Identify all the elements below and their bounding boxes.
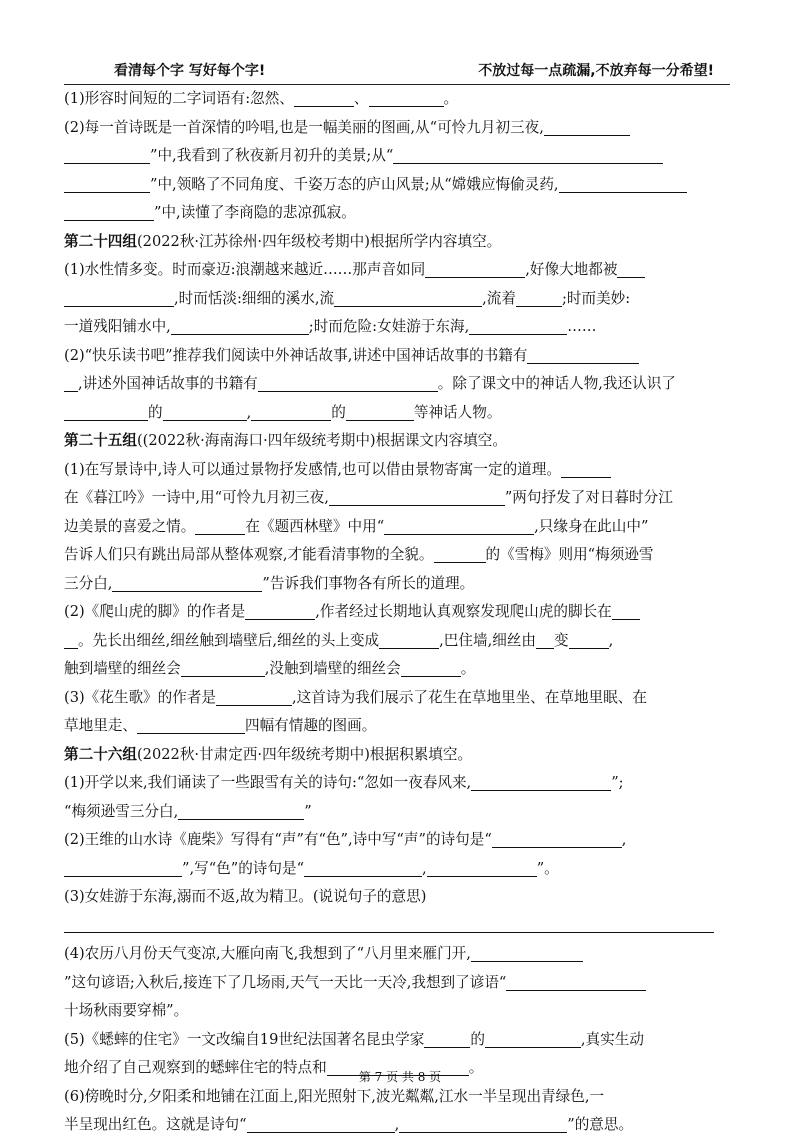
question-text: ”;	[611, 774, 624, 791]
question-text: ”中,读懂了李商隐的悲凉孤寂。	[154, 204, 356, 221]
worksheet-line	[64, 940, 730, 969]
answer-blank[interactable]	[434, 545, 486, 563]
answer-blank[interactable]	[334, 289, 482, 307]
worksheet-line	[64, 256, 730, 285]
answer-blank[interactable]	[369, 89, 444, 107]
worksheet-line	[64, 826, 730, 855]
worksheet-line	[64, 228, 730, 257]
page-header	[64, 58, 730, 85]
question-text: “梅须逊雪三分白,	[64, 802, 179, 820]
answer-blank[interactable]	[64, 859, 182, 877]
question-text: ”,写“色”的诗句是“	[182, 859, 305, 877]
answer-blank[interactable]	[471, 944, 583, 962]
answer-blank[interactable]	[346, 403, 414, 421]
worksheet-line	[64, 855, 730, 884]
answer-blank[interactable]	[559, 175, 687, 193]
answer-blank[interactable]	[251, 403, 331, 421]
question-text: 。除了课文中的神话人物,我还认识了	[437, 375, 676, 392]
question-text: (1)在写景诗中,诗人可以通过景物抒发感情,也可以借由景物寄寓一定的道理。	[64, 460, 561, 478]
question-text: 三分白,	[64, 574, 113, 592]
question-text: ,	[422, 859, 427, 877]
worksheet-line	[64, 541, 730, 570]
answer-blank[interactable]	[163, 403, 247, 421]
question-text: 。先长出细丝,细丝触到墙壁后,细丝的头上变成	[78, 631, 380, 649]
question-text: (1)开学以来,我们诵读了一些跟雪有关的诗句:“忽如一夜春风来,	[64, 774, 472, 791]
worksheet-line	[64, 342, 730, 371]
group-title: 第二十四组	[64, 232, 137, 250]
question-text: (2)“快乐读书吧”推荐我们阅读中外神话故事,讲述中国神话故事的书籍有	[64, 346, 528, 364]
question-text: 。	[443, 90, 459, 107]
worksheet-line	[64, 883, 730, 912]
question-text: ,流着	[482, 289, 516, 307]
question-text: 在《题西林壁》中用“	[245, 517, 385, 535]
question-text: 触到墙壁的细丝会	[64, 660, 181, 677]
question-text: (3)女娃游于东海,溺而不返,故为精卫。(说说句子的意思)	[64, 888, 427, 905]
answer-blank[interactable]	[137, 716, 245, 734]
question-text: ,没触到墙壁的细丝会	[264, 660, 401, 677]
question-text: 变	[554, 631, 569, 649]
answer-blank[interactable]	[471, 773, 611, 791]
worksheet-line	[64, 456, 730, 485]
question-text: 的	[331, 403, 346, 421]
question-text: ”。	[536, 859, 559, 877]
question-text: ”	[304, 802, 312, 820]
question-text: ,只缘身在此山中”	[534, 517, 649, 535]
answer-blank[interactable]	[64, 374, 78, 392]
worksheet-line	[64, 798, 730, 827]
question-text: ;时而美妙:	[561, 289, 631, 307]
worksheet-line	[64, 712, 730, 741]
worksheet-line	[64, 171, 730, 200]
answer-blank[interactable]	[258, 374, 438, 392]
question-text: 边美景的喜爱之情。	[64, 517, 196, 535]
answer-blank[interactable]	[181, 659, 265, 677]
question-text: (2022秋·江苏徐州·四年级校考期中)根据所学内容填空。	[136, 232, 502, 250]
answer-blank[interactable]	[64, 403, 148, 421]
question-text: 草地里走、	[64, 717, 137, 734]
answer-blank[interactable]	[401, 659, 461, 677]
question-text: 告诉人们只有跳出局部从整体观察,才能看清事物的全貌。	[64, 546, 434, 563]
worksheet-line	[64, 769, 730, 798]
answer-blank[interactable]	[393, 146, 663, 164]
answer-blank[interactable]	[492, 830, 622, 848]
answer-blank[interactable]	[195, 517, 245, 535]
question-text: (4)农历八月份天气变凉,大雁向南飞,我想到了“八月里来雁门开,	[64, 945, 471, 962]
question-text: ,	[621, 831, 627, 848]
answer-blank[interactable]	[617, 260, 645, 278]
answer-blank[interactable]	[64, 289, 174, 307]
answer-line[interactable]	[64, 912, 714, 933]
answer-blank[interactable]	[569, 631, 609, 649]
question-text: ”两句抒发了对日暮时分江	[504, 489, 673, 506]
question-text: ;时而危险:女娃游于东海,	[308, 318, 470, 335]
answer-blank[interactable]	[245, 602, 315, 620]
question-text: ((2022秋·海南海口·四年级统考期中)根据课文内容填空。	[136, 432, 507, 449]
question-text: ”告诉我们事物各有所长的道理。	[262, 574, 475, 592]
question-text: ,讲述外国神话故事的书籍有	[78, 375, 258, 392]
group-title: 第二十六组	[64, 745, 137, 763]
question-text: 一道残阳铺水中,	[64, 318, 171, 335]
answer-blank[interactable]	[527, 346, 639, 364]
question-text: ,	[394, 1116, 400, 1133]
worksheet-line	[64, 142, 730, 171]
worksheet-line	[64, 741, 730, 770]
answer-blank[interactable]	[171, 317, 309, 335]
worksheet-line	[64, 484, 730, 513]
question-text: ”中,我看到了秋夜新月初升的美景;从“	[150, 147, 394, 164]
question-text: ,巴住墙,细丝由	[439, 631, 536, 649]
question-text: ”的意思。	[567, 1116, 634, 1133]
worksheet-line	[64, 199, 730, 228]
worksheet-line	[64, 655, 730, 684]
worksheet-line	[64, 513, 730, 542]
answer-blank[interactable]	[64, 631, 78, 649]
worksheet-line	[64, 997, 730, 1026]
answer-blank[interactable]	[329, 488, 505, 506]
question-text: 地介绍了自己观察到的蟋蟀住宅的特点和	[64, 1059, 327, 1076]
question-text: (2)每一首诗既是一首深情的吟唱,也是一幅美丽的图画,从“可怜九月初三夜,	[64, 118, 544, 136]
answer-blank[interactable]	[64, 175, 150, 193]
question-text: (5)《蟋蟀的住宅》一文改编自19世纪法国著名昆虫学家	[64, 1030, 425, 1048]
worksheet-line	[64, 313, 730, 342]
worksheet-line	[64, 969, 730, 998]
question-text: 、	[353, 90, 369, 107]
worksheet-body	[64, 85, 730, 1140]
question-text: 的	[148, 403, 163, 421]
question-text: ,真实生动	[580, 1030, 644, 1048]
answer-blank[interactable]	[424, 1030, 470, 1048]
question-text: 的《雪梅》则用“梅须逊雪	[485, 546, 654, 563]
question-text: ,	[608, 631, 614, 649]
question-text: ”中,领略了不同角度、千姿万态的庐山风景;从“嫦娥应悔偷灵药,	[150, 175, 559, 193]
question-text: (2022秋·甘肃定西·四年级统考期中)根据积累填空。	[136, 745, 473, 763]
question-text: ”这句谚语;入秋后,接连下了几场雨,天气一天比一天冷,我想到了谚语“	[64, 973, 507, 991]
question-text: 。	[468, 1059, 484, 1076]
answer-blank[interactable]	[112, 574, 262, 592]
question-text: 半呈现出红色。这就是诗句“	[64, 1116, 247, 1133]
answer-blank[interactable]	[294, 89, 354, 107]
question-text: ,作者经过长期地认真观察发现爬山虎的脚长在	[315, 603, 612, 620]
answer-blank[interactable]	[304, 859, 422, 877]
question-text: (1)水性情多变。时而豪迈:浪潮越来越近……那声音如同	[64, 261, 426, 278]
question-text: ……	[567, 318, 597, 335]
worksheet-line	[64, 370, 730, 399]
header-motto-left: 看清每个字 写好每个字!	[114, 63, 266, 79]
header-motto-right: 不放过每一点疏漏,不放弃每一分希望!	[478, 63, 714, 79]
worksheet-line	[64, 1083, 730, 1112]
answer-blank[interactable]	[506, 973, 646, 991]
question-text: (2)《爬山虎的脚》的作者是	[64, 603, 246, 620]
question-text: ,	[246, 403, 252, 421]
worksheet-line	[64, 627, 730, 656]
worksheet-line	[64, 285, 730, 314]
answer-blank[interactable]	[216, 688, 292, 706]
question-text: ,这首诗为我们展示了花生在草地里坐、在草地里眠、在	[292, 688, 647, 706]
answer-blank[interactable]	[64, 146, 150, 164]
answer-blank[interactable]	[427, 859, 537, 877]
answer-blank[interactable]	[64, 203, 154, 221]
question-text: ,好像大地都被	[525, 261, 618, 278]
question-text: ,时而恬淡:细细的溪水,流	[174, 289, 335, 307]
worksheet-line	[64, 570, 730, 599]
answer-blank[interactable]	[399, 1115, 567, 1133]
worksheet-line	[64, 427, 730, 456]
question-text: 四幅有情趣的图画。	[244, 717, 377, 734]
answer-blank[interactable]	[379, 631, 439, 649]
question-text: (3)《花生歌》的作者是	[64, 688, 217, 706]
answer-blank[interactable]	[561, 460, 611, 478]
question-text: 。	[460, 660, 476, 677]
worksheet-line	[64, 114, 730, 143]
question-text: 十场秋雨要穿棉”。	[64, 1002, 189, 1019]
group-title: 第二十五组	[64, 432, 137, 449]
question-text: (2)王维的山水诗《鹿柴》写得有“声”有“色”,诗中写“声”的诗句是“	[64, 831, 492, 848]
worksheet-line	[64, 598, 730, 627]
answer-blank[interactable]	[425, 260, 525, 278]
worksheet-line	[64, 1111, 730, 1140]
question-text: (6)傍晚时分,夕阳柔和地铺在江面上,阳光照射下,波光粼粼,江水一半呈现出青绿色,一	[64, 1087, 605, 1105]
answer-blank[interactable]	[536, 631, 554, 649]
question-text: (1)形容时间短的二字词语有:忽然、	[64, 90, 294, 107]
answer-blank[interactable]	[384, 517, 534, 535]
answer-blank[interactable]	[612, 602, 640, 620]
answer-blank[interactable]	[469, 317, 567, 335]
answer-blank[interactable]	[516, 289, 562, 307]
answer-blank[interactable]	[544, 118, 630, 136]
question-text: 在《暮江吟》一诗中,用“可怜九月初三夜,	[64, 489, 329, 506]
question-text: 的	[470, 1030, 485, 1048]
answer-blank[interactable]	[485, 1030, 581, 1048]
worksheet-line	[64, 912, 730, 941]
worksheet-line	[64, 85, 730, 114]
question-text: 等神话人物。	[413, 403, 502, 421]
answer-blank[interactable]	[247, 1115, 395, 1133]
answer-blank[interactable]	[178, 802, 304, 820]
page-number: 第 7 页 共 8 页	[358, 1070, 442, 1084]
worksheet-line	[64, 399, 730, 428]
worksheet-line	[64, 684, 730, 713]
worksheet-line	[64, 1026, 730, 1055]
